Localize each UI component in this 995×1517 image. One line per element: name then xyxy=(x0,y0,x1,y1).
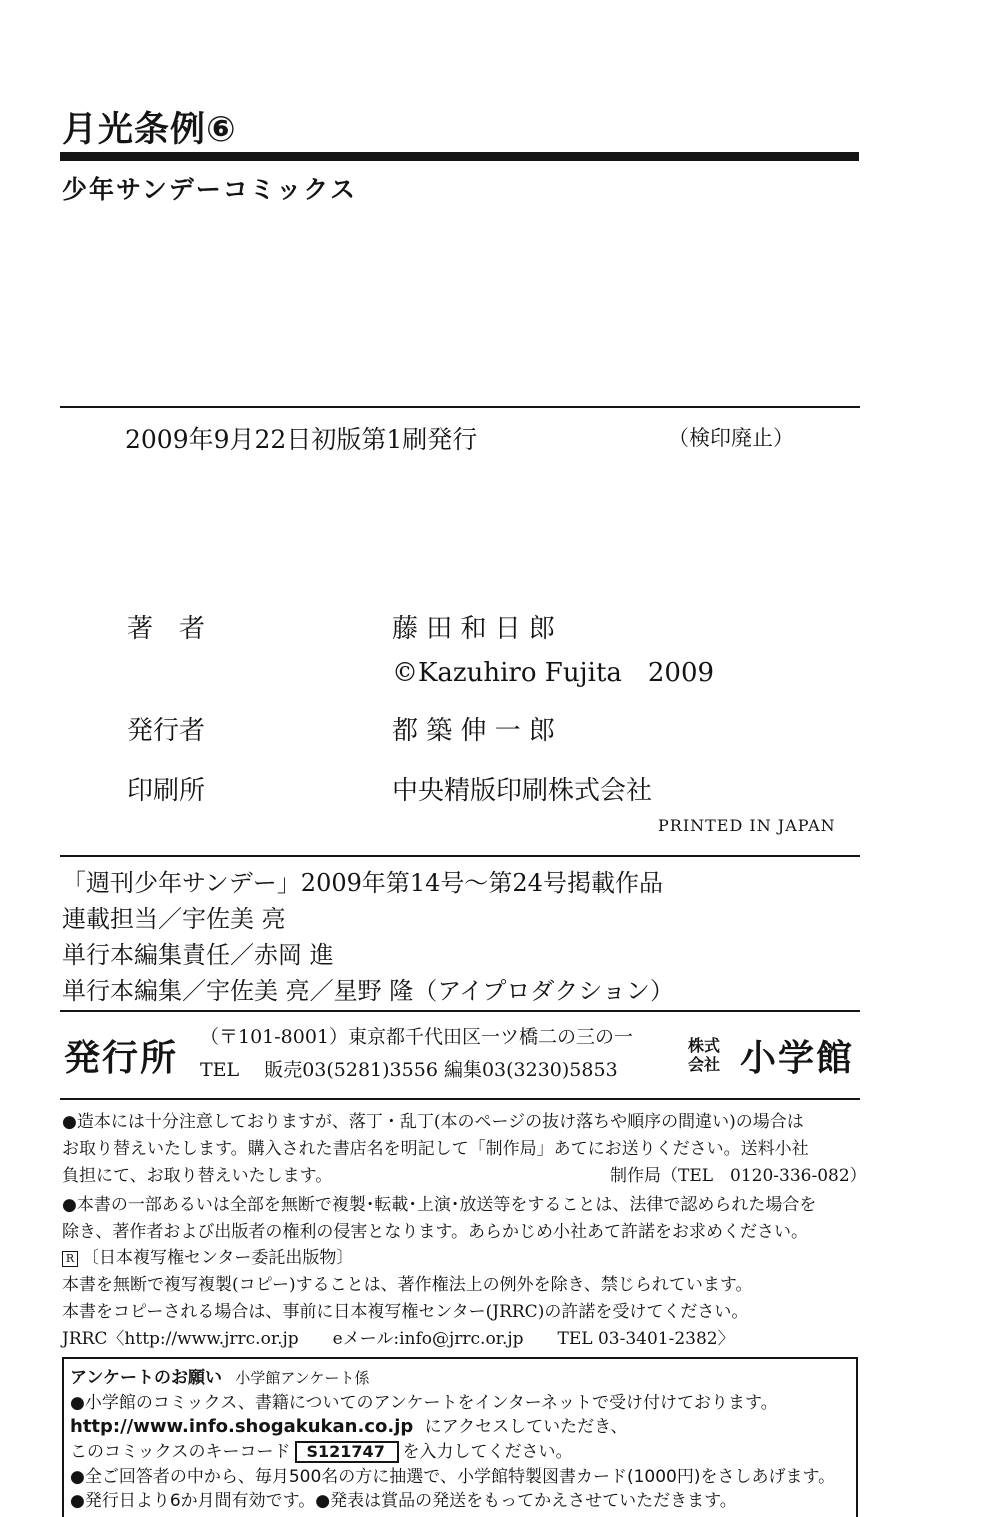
jrrc-heading: 〔日本複写権センター委託出版物〕 xyxy=(82,1248,354,1268)
publisher-name: 小学館 xyxy=(740,1038,855,1079)
publisher-address: （〒101-8001）東京都千代田区一ツ橋二の三の一 xyxy=(200,1026,634,1048)
key-code-box: S121747 xyxy=(295,1441,399,1463)
publisher-tel: TEL 販売03(5281)3556 編集03(3230)5853 xyxy=(200,1059,618,1081)
survey-url-after: にアクセスしていただき、 xyxy=(424,1417,628,1437)
survey-line: ●小学館のコミックス、書籍についてのアンケートをインターネットで受け付けております。 xyxy=(70,1393,778,1413)
notice-line: 本書を無断で複写複製(コピー)することは、著作権法上の例外を除き、禁じられています。 xyxy=(62,1275,753,1295)
notices-rule xyxy=(60,1098,860,1100)
survey-box xyxy=(62,1357,858,1517)
survey-line: ●発行日より6か月間有効です。●発表は賞品の発送をもってかえさせていただきます。 xyxy=(70,1491,737,1511)
survey-url-link[interactable]: http://www.info.shogakukan.co.jp xyxy=(70,1416,414,1437)
stamp-note: （検印廃止） xyxy=(668,426,794,450)
production-contact: 制作局（TEL 0120-336-082） xyxy=(610,1166,867,1186)
notice-line: 本書をコピーされる場合は、事前に日本複写権センター(JRRC)の許諾を受けてください。 xyxy=(62,1302,749,1322)
survey-code-before: このコミックスのキーコード xyxy=(70,1442,291,1462)
survey-heading: アンケートのお願い xyxy=(70,1368,222,1388)
publisher-person-label: 発行者 xyxy=(127,716,206,746)
notice-line: ●本書の一部あるいは全部を無断で複製･転載･上演･放送等をすることは、法律で認められた場合を xyxy=(62,1195,817,1215)
author-name: 藤 田 和 日 郎 xyxy=(392,614,556,644)
survey-code-after: を入力してください。 xyxy=(402,1442,573,1462)
printed-in-japan: PRINTED IN JAPAN xyxy=(658,816,836,835)
r-mark-icon: R xyxy=(62,1251,78,1267)
survey-heading-row xyxy=(70,1363,370,1388)
notice-line: 除き、著作者および出版者の権利の侵害となります。あらかじめ小社あて許諾をお求めください。 xyxy=(62,1222,808,1242)
edition-date: 2009年9月22日初版第1刷発行 xyxy=(125,425,478,454)
printer-name: 中央精版印刷株式会社 xyxy=(392,776,653,806)
notice-line: 負担にて、お取り替えいたします。 xyxy=(62,1166,333,1186)
serial-line: 連載担当／宇佐美 亮 xyxy=(62,905,286,933)
notice-line: お取り替えいたします。購入された書店名を明記して「制作局」あてにお送りください。送料小社 xyxy=(62,1139,809,1159)
survey-code-row xyxy=(70,1437,573,1463)
survey-line: ●全ご回答者の中から、毎月500名の方に抽選で、小学館特製図書カード(1000円)をさしあげます。 xyxy=(70,1467,836,1487)
publisher-person-name: 都 築 伸 一 郎 xyxy=(392,716,556,746)
printer-label: 印刷所 xyxy=(127,776,206,806)
notice-line: ●造本には十分注意しておりますが、落丁・乱丁(本のページの抜け落ちや順序の間違い)の場合は xyxy=(62,1112,804,1132)
serial-line: 単行本編集／宇佐美 亮／星野 隆（アイプロダクション） xyxy=(62,977,674,1005)
jrrc-notice xyxy=(62,1243,353,1268)
series-name: 少年サンデーコミックス xyxy=(62,175,358,204)
serial-rule xyxy=(60,855,860,857)
edition-rule xyxy=(60,406,860,408)
kabushiki-kaisha-bottom: 会社 xyxy=(688,1055,721,1074)
publisher-rule xyxy=(60,1010,860,1012)
kabushiki-kaisha-top: 株式 xyxy=(688,1036,721,1055)
author-label: 著 者 xyxy=(127,614,206,644)
publisher-label: 発行所 xyxy=(64,1038,179,1079)
jrrc-contact: JRRC〈http://www.jrrc.or.jp eメール:info@jrrc.or.jp TEL 03-3401-2382〉 xyxy=(62,1329,735,1349)
serial-line: 単行本編集責任／赤岡 進 xyxy=(62,941,334,969)
survey-url-row xyxy=(70,1412,627,1437)
title-rule xyxy=(60,152,859,161)
book-title: 月光条例⑥ xyxy=(62,110,237,150)
copyright-line: ©Kazuhiro Fujita 2009 xyxy=(392,658,715,688)
survey-heading-sub: 小学館アンケート係 xyxy=(235,1369,370,1387)
serial-line: 「週刊少年サンデー」2009年第14号〜第24号掲載作品 xyxy=(62,869,663,897)
